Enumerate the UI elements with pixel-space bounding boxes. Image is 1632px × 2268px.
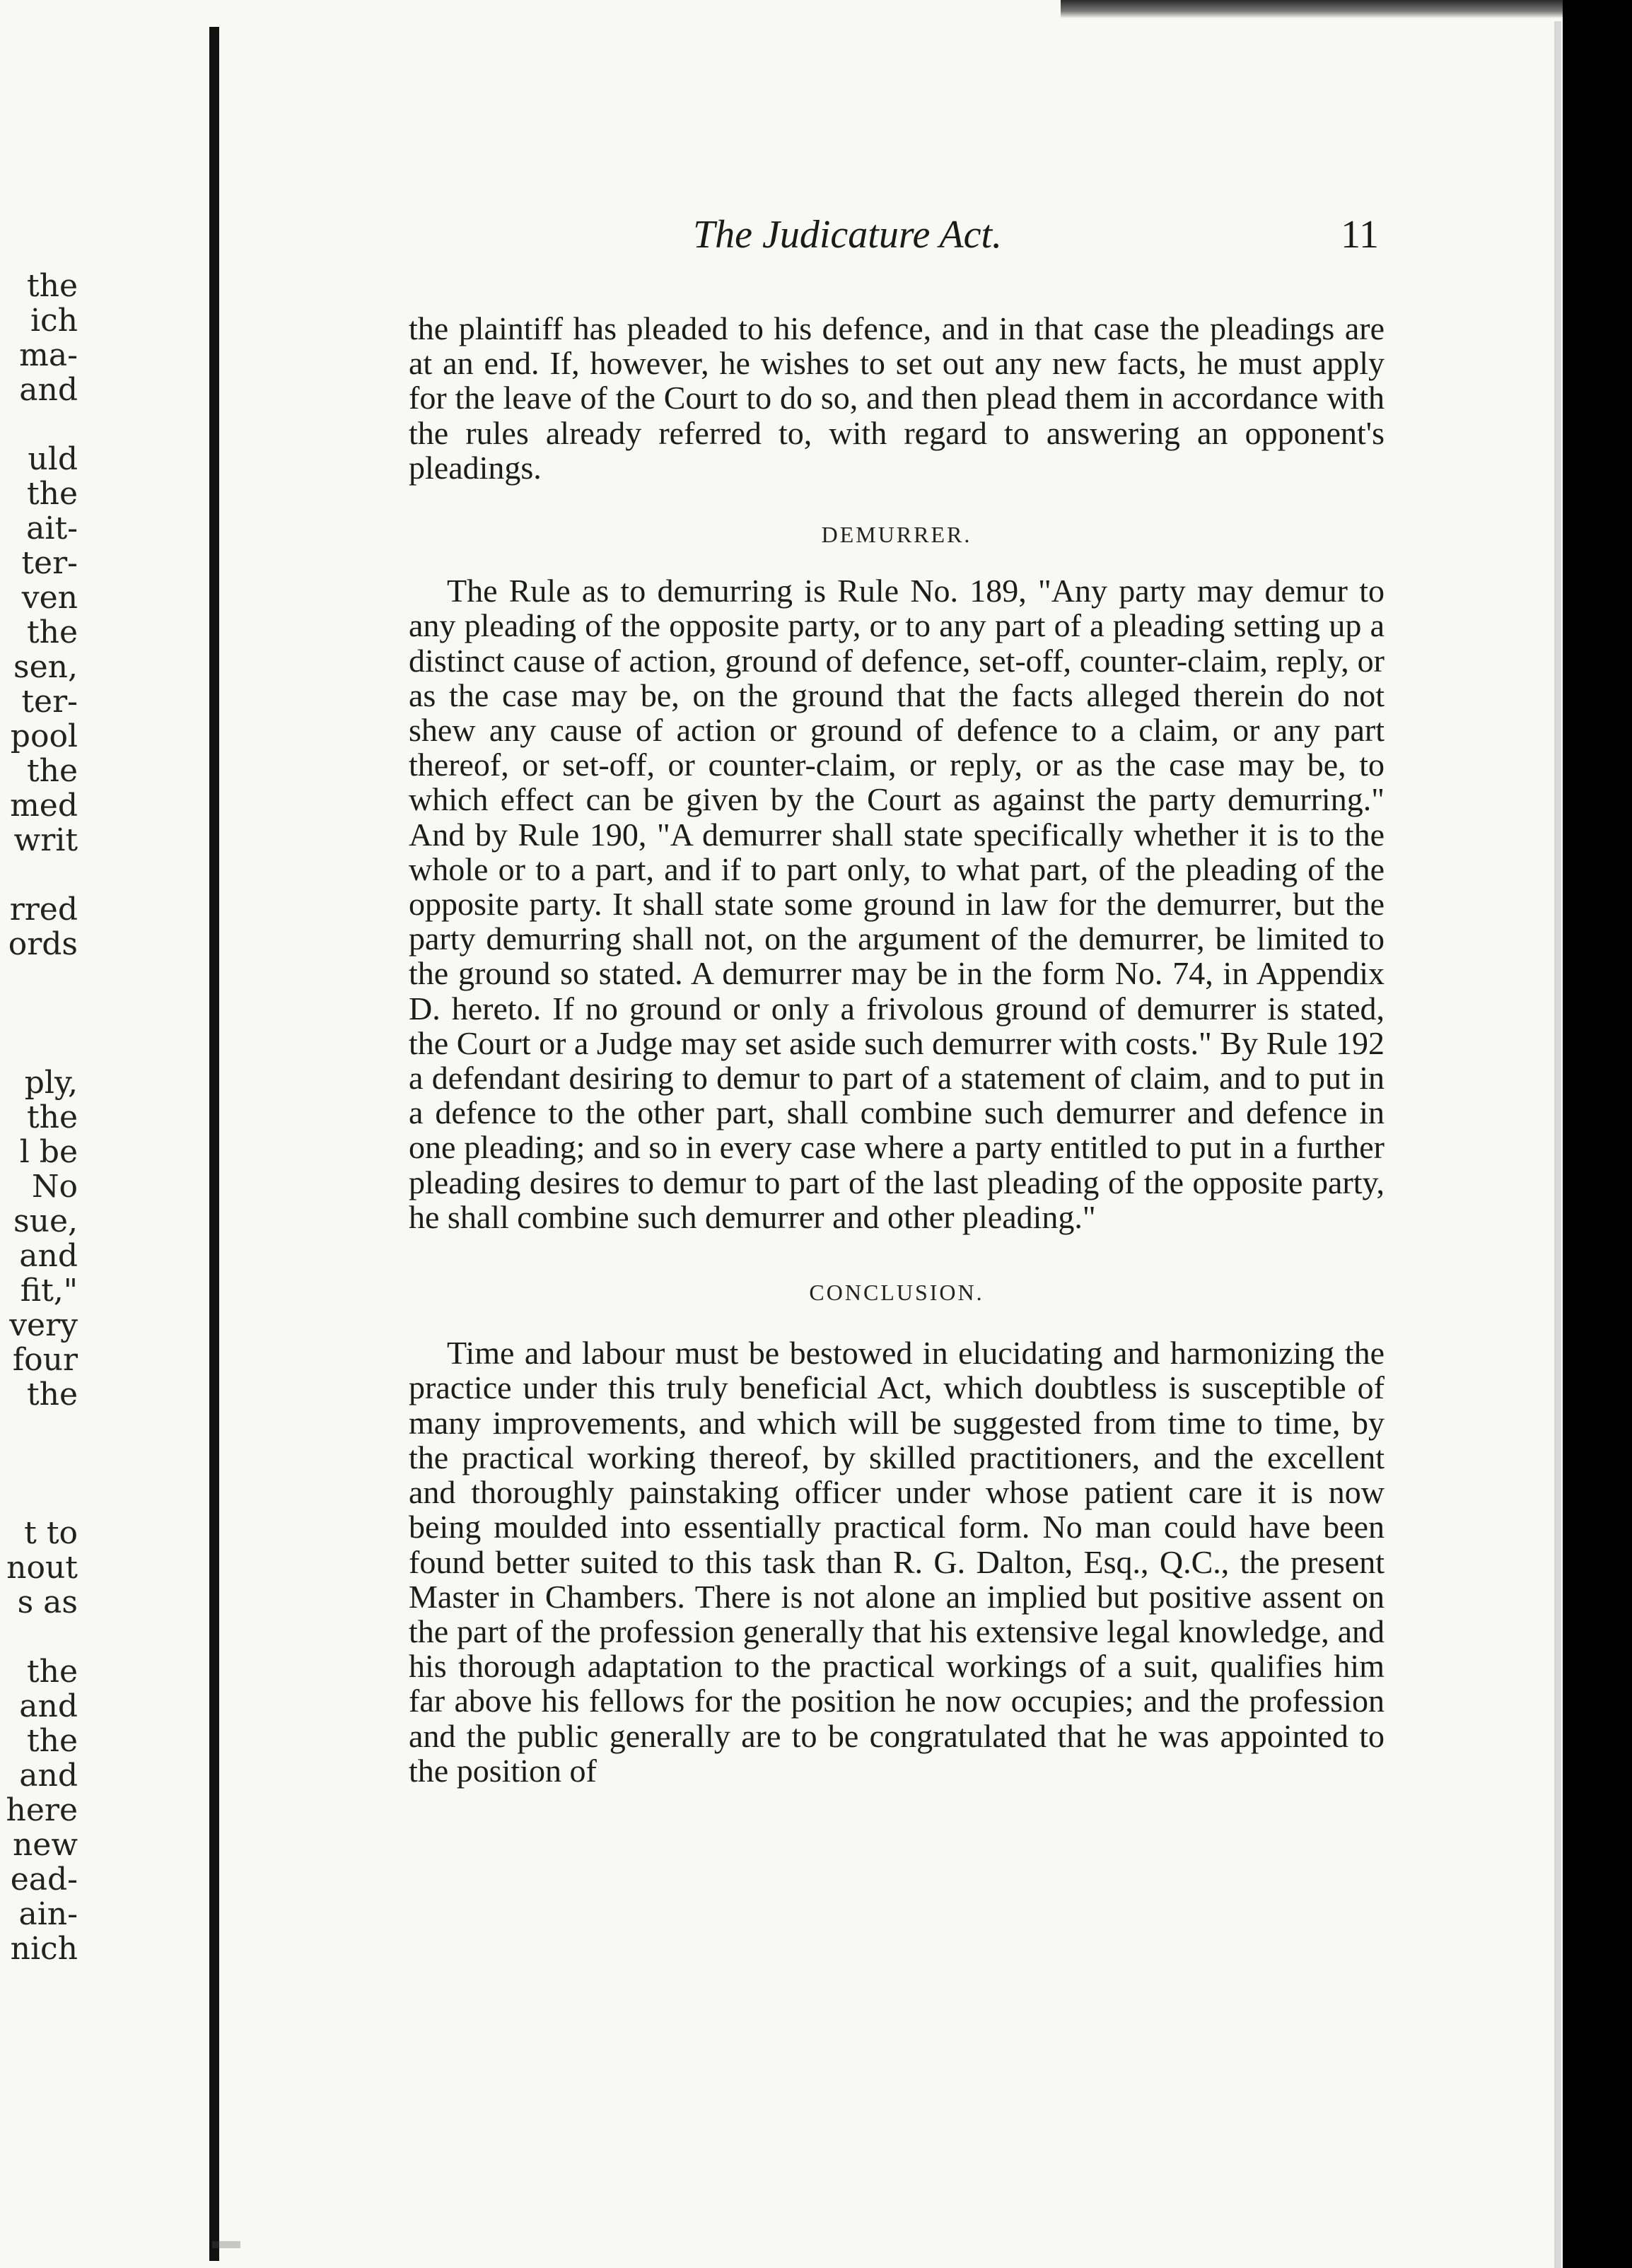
fragment-line: very [9, 1308, 78, 1343]
running-title: The Judicature Act. [693, 213, 1003, 257]
paragraph: Time and labour must be bestowed in elucidating and harmonizing the practice under this truly beneficial Act, which doubtless is susceptible of many improvements, and which will be suggested from time to time, by the practical working thereof, by skilled practitioners, and the excellent and thoroughly painstaking officer under whose patient care it is now being moulded into essentially practical form. No man could have been found better suited to this task than R. G. Dalton, Esq., Q.C., the present Master in Chambers. There is not alone an implied but positive assent on the part of the profession generally that his extensive legal knowledge, and his thorough adaptation to the practical workings of a suit, qualifies him far above his fellows for the position he now occupies; and the profession and the public generally are to be congratulated that he was appointed to the position of [409, 1335, 1385, 1789]
fragment-line: ter- [21, 546, 78, 580]
fragment-line [0, 1481, 78, 1516]
fragment-line [0, 407, 78, 442]
fragment-line: uld [28, 442, 78, 477]
fragment-line [0, 858, 78, 892]
running-head [410, 212, 1379, 269]
section-heading: CONCLUSION. [809, 1280, 984, 1306]
fragment-line: s as [17, 1585, 78, 1620]
fragment-line: here [6, 1793, 78, 1828]
fragment-line: nout [6, 1550, 78, 1585]
fragment-line: and [19, 1689, 78, 1724]
fragment-line: fit," [20, 1273, 78, 1308]
fragment-line [0, 1031, 78, 1065]
fragment-line: the [26, 1654, 78, 1689]
fragment-line: the [26, 477, 78, 511]
fragment-line: new [12, 1828, 78, 1862]
fragment-line: ma- [19, 338, 78, 373]
scan-artifact [212, 2241, 240, 2248]
fragment-line: No [32, 1169, 78, 1204]
fragment-line [0, 1412, 78, 1446]
fragment-line: and [19, 373, 78, 407]
fragment-line: sue, [13, 1204, 78, 1239]
fragment-line [0, 961, 78, 996]
scan-border [1563, 0, 1632, 2268]
fragment-line: and [19, 1758, 78, 1793]
fragment-line: writ [13, 823, 78, 858]
book-gutter [209, 27, 219, 2261]
fragment-line: pool [10, 719, 78, 754]
page-top-fringe [1061, 0, 1563, 18]
fragment-line: t to [24, 1516, 78, 1550]
fragment-line: ven [21, 580, 78, 615]
facing-page-fragment [0, 269, 78, 1966]
fragment-line: ait- [26, 511, 78, 546]
fragment-line: four [12, 1343, 78, 1377]
fragment-line: the [26, 615, 78, 650]
paragraph: the plaintiff has pleaded to his defence, and in that case the pleadings are at an end. If, however, he wishes to set out any new facts, he must apply for the leave of the Court to do so, and then plead them in accordance with the rules already referred to, with regard to answering an opponent's pleadings. [409, 310, 1385, 486]
fragment-line: ain- [18, 1897, 78, 1931]
fragment-line: the [26, 1377, 78, 1412]
fragment-line: ply, [24, 1065, 78, 1100]
paragraph: The Rule as to demurring is Rule No. 189, "Any party may demur to any pleading of the opposite party, or to any part of a pleading setting up a distinct cause of action, ground of defence, set-off, counter-claim, reply, or as the case may be, on the ground that the facts alleged therein do not shew any cause of action or ground of defence to a claim, or any part thereof, or set-off, or counter-claim, or reply, or as the case may be, to which effect can be given by the Court as against the party demurring." And by Rule 190, "A demurrer shall state specifically whether it is to the whole or to a part, and if to part only, to what part, of the pleading of the opposite party. It shall state some ground in law for the demurrer, but the party demurring shall not, on the argument of the demurrer, be limited to the ground so stated. A demurrer may be in the form No. 74, in Appendix D. hereto. If no ground or only a frivolous ground of demurrer is stated, the Court or a Judge may set aside such demurrer with costs." By Rule 192 a defendant desiring to demur to part of a statement of claim, and to put in a defence to the other part, shall combine such demurrer and defence in one pleading; and so in every case where a party entitled to put in a further pleading desires to demur to part of the last pleading of the opposite party, he shall combine such demurrer and other pleading." [409, 573, 1385, 1235]
fragment-line: and [19, 1239, 78, 1273]
fragment-line: the [26, 1100, 78, 1135]
fragment-line: l be [19, 1135, 78, 1169]
fragment-line: ter- [21, 684, 78, 719]
fragment-line: ords [8, 927, 78, 961]
fragment-line: ich [30, 303, 78, 338]
fragment-line: nich [10, 1931, 78, 1966]
fragment-line [0, 1620, 78, 1654]
fragment-line: med [10, 788, 78, 823]
fragment-line [0, 1446, 78, 1481]
fragment-line: the [26, 754, 78, 788]
fragment-line: the [26, 1724, 78, 1758]
body-text [409, 311, 1385, 1788]
section-heading: DEMURRER. [821, 522, 972, 548]
fragment-line: rred [9, 892, 78, 927]
page-number: 11 [1341, 213, 1379, 257]
fragment-line [0, 996, 78, 1031]
fragment-line: sen, [13, 650, 78, 684]
fragment-line: ead- [10, 1862, 78, 1897]
fragment-line: the [26, 269, 78, 303]
page-edge [1554, 21, 1561, 2268]
